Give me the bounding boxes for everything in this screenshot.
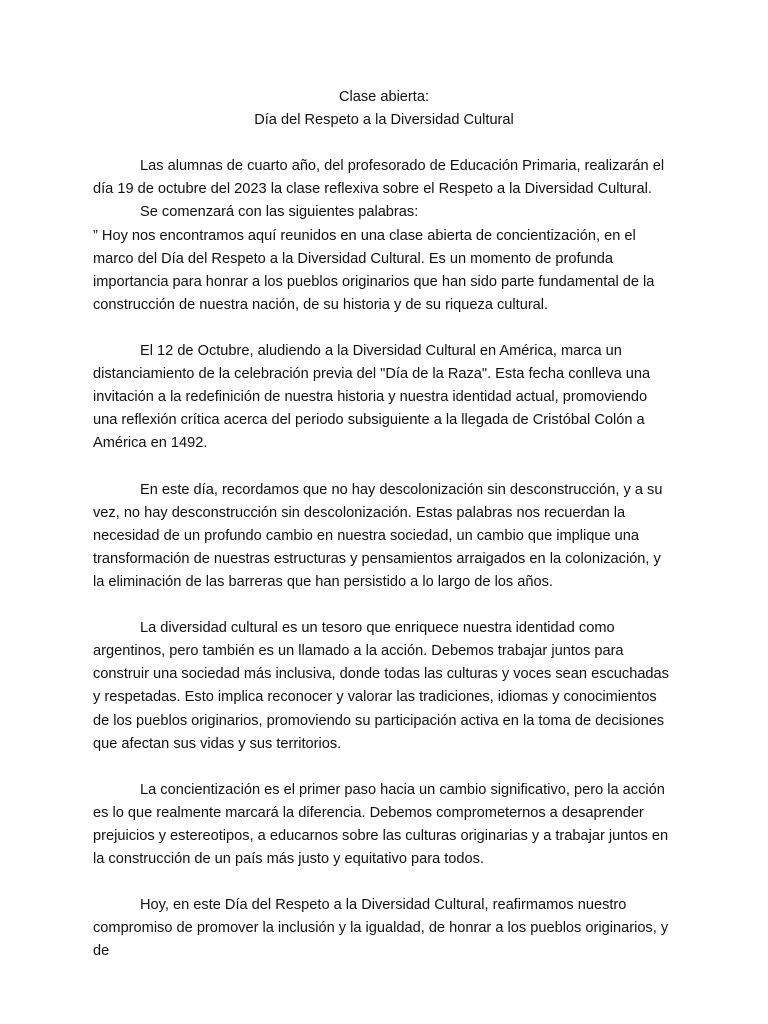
paragraph-intro: Las alumnas de cuarto año, del profesorado de Educación Primaria, realizarán el día 19 de octubre del 2023 la clase reflexiva sobre el Respeto a la Diversidad Cultural.: [93, 158, 665, 198]
spacer: [93, 132, 675, 155]
spacer: [93, 756, 675, 779]
paragraph-concientizacion: La concientización es el primer paso hacia un cambio significativo, pero la acción es lo que realmente marcará la diferencia. Debemos comprometernos a desaprender prejuicios y estereotipos, a educarnos sobre las culturas originarias y a trabajar juntos en la construcción de un país más justo y equitativo para todos.: [93, 781, 669, 868]
spacer: [93, 871, 675, 894]
document-body: [93, 86, 675, 964]
paragraph-opening-words: Se comenzará con las siguientes palabras:: [140, 204, 419, 221]
spacer: [93, 594, 675, 617]
document-title-line-2: Día del Respeto a la Diversidad Cultural: [254, 112, 514, 129]
spacer: [93, 456, 675, 479]
paragraph-12-october: El 12 de Octubre, aludiendo a la Diversidad Cultural en América, marca un distanciamiento de la celebración previa del "Día de la Raza". Esta fecha conlleva una invitación a la redefinición de nuestra historia y nuestra identidad actual, promoviendo una reflexión crítica acerca del periodo subsiguiente a la llegada de Cristóbal Colón a América en 1492.: [93, 343, 651, 452]
document-title-line-1: Clase abierta:: [338, 89, 430, 105]
paragraph-diversidad: La diversidad cultural es un tesoro que enriquece nuestra identidad como argentinos, pero también es un llamado a la acción. Debemos trabajar juntos para construir una sociedad más inclusiva, donde todas las culturas y voces sean escuchadas y respetadas. Esto implica reconocer y valorar las tradiciones, idiomas y conocimientos de los pueblos originarios, promoviendo su participación activa en la toma de decisiones que afectan sus vidas y sus territorios.: [93, 620, 669, 752]
paragraph-hoy: Hoy, en este Día del Respeto a la Diversidad Cultural, reafirmamos nuestro compromiso de promover la inclusión y la igualdad, de honrar a los pueblos originarios, y de: [93, 897, 669, 960]
spacer: [93, 317, 675, 340]
paragraph-descolonizacion: En este día, recordamos que no hay descolonización sin desconstrucción, y a su vez, no hay desconstrucción sin descolonización. Estas palabras nos recuerdan la necesidad de un profundo cambio en nuestra sociedad, un cambio que implique una transformación de nuestras estructuras y pensamientos arraigados en la colonización, y la eliminación de las barreras que han persistido a lo largo de los años.: [93, 481, 663, 590]
paragraph-quote-start: ” Hoy nos encontramos aquí reunidos en una clase abierta de concientización, en el marco del Día del Respeto a la Diversidad Cultural. Es un momento de profunda importancia para honrar a los pueblos originarios que han sido parte fundamental de la construcción de nuestra nación, de su historia y de su riqueza cultural.: [93, 227, 655, 313]
